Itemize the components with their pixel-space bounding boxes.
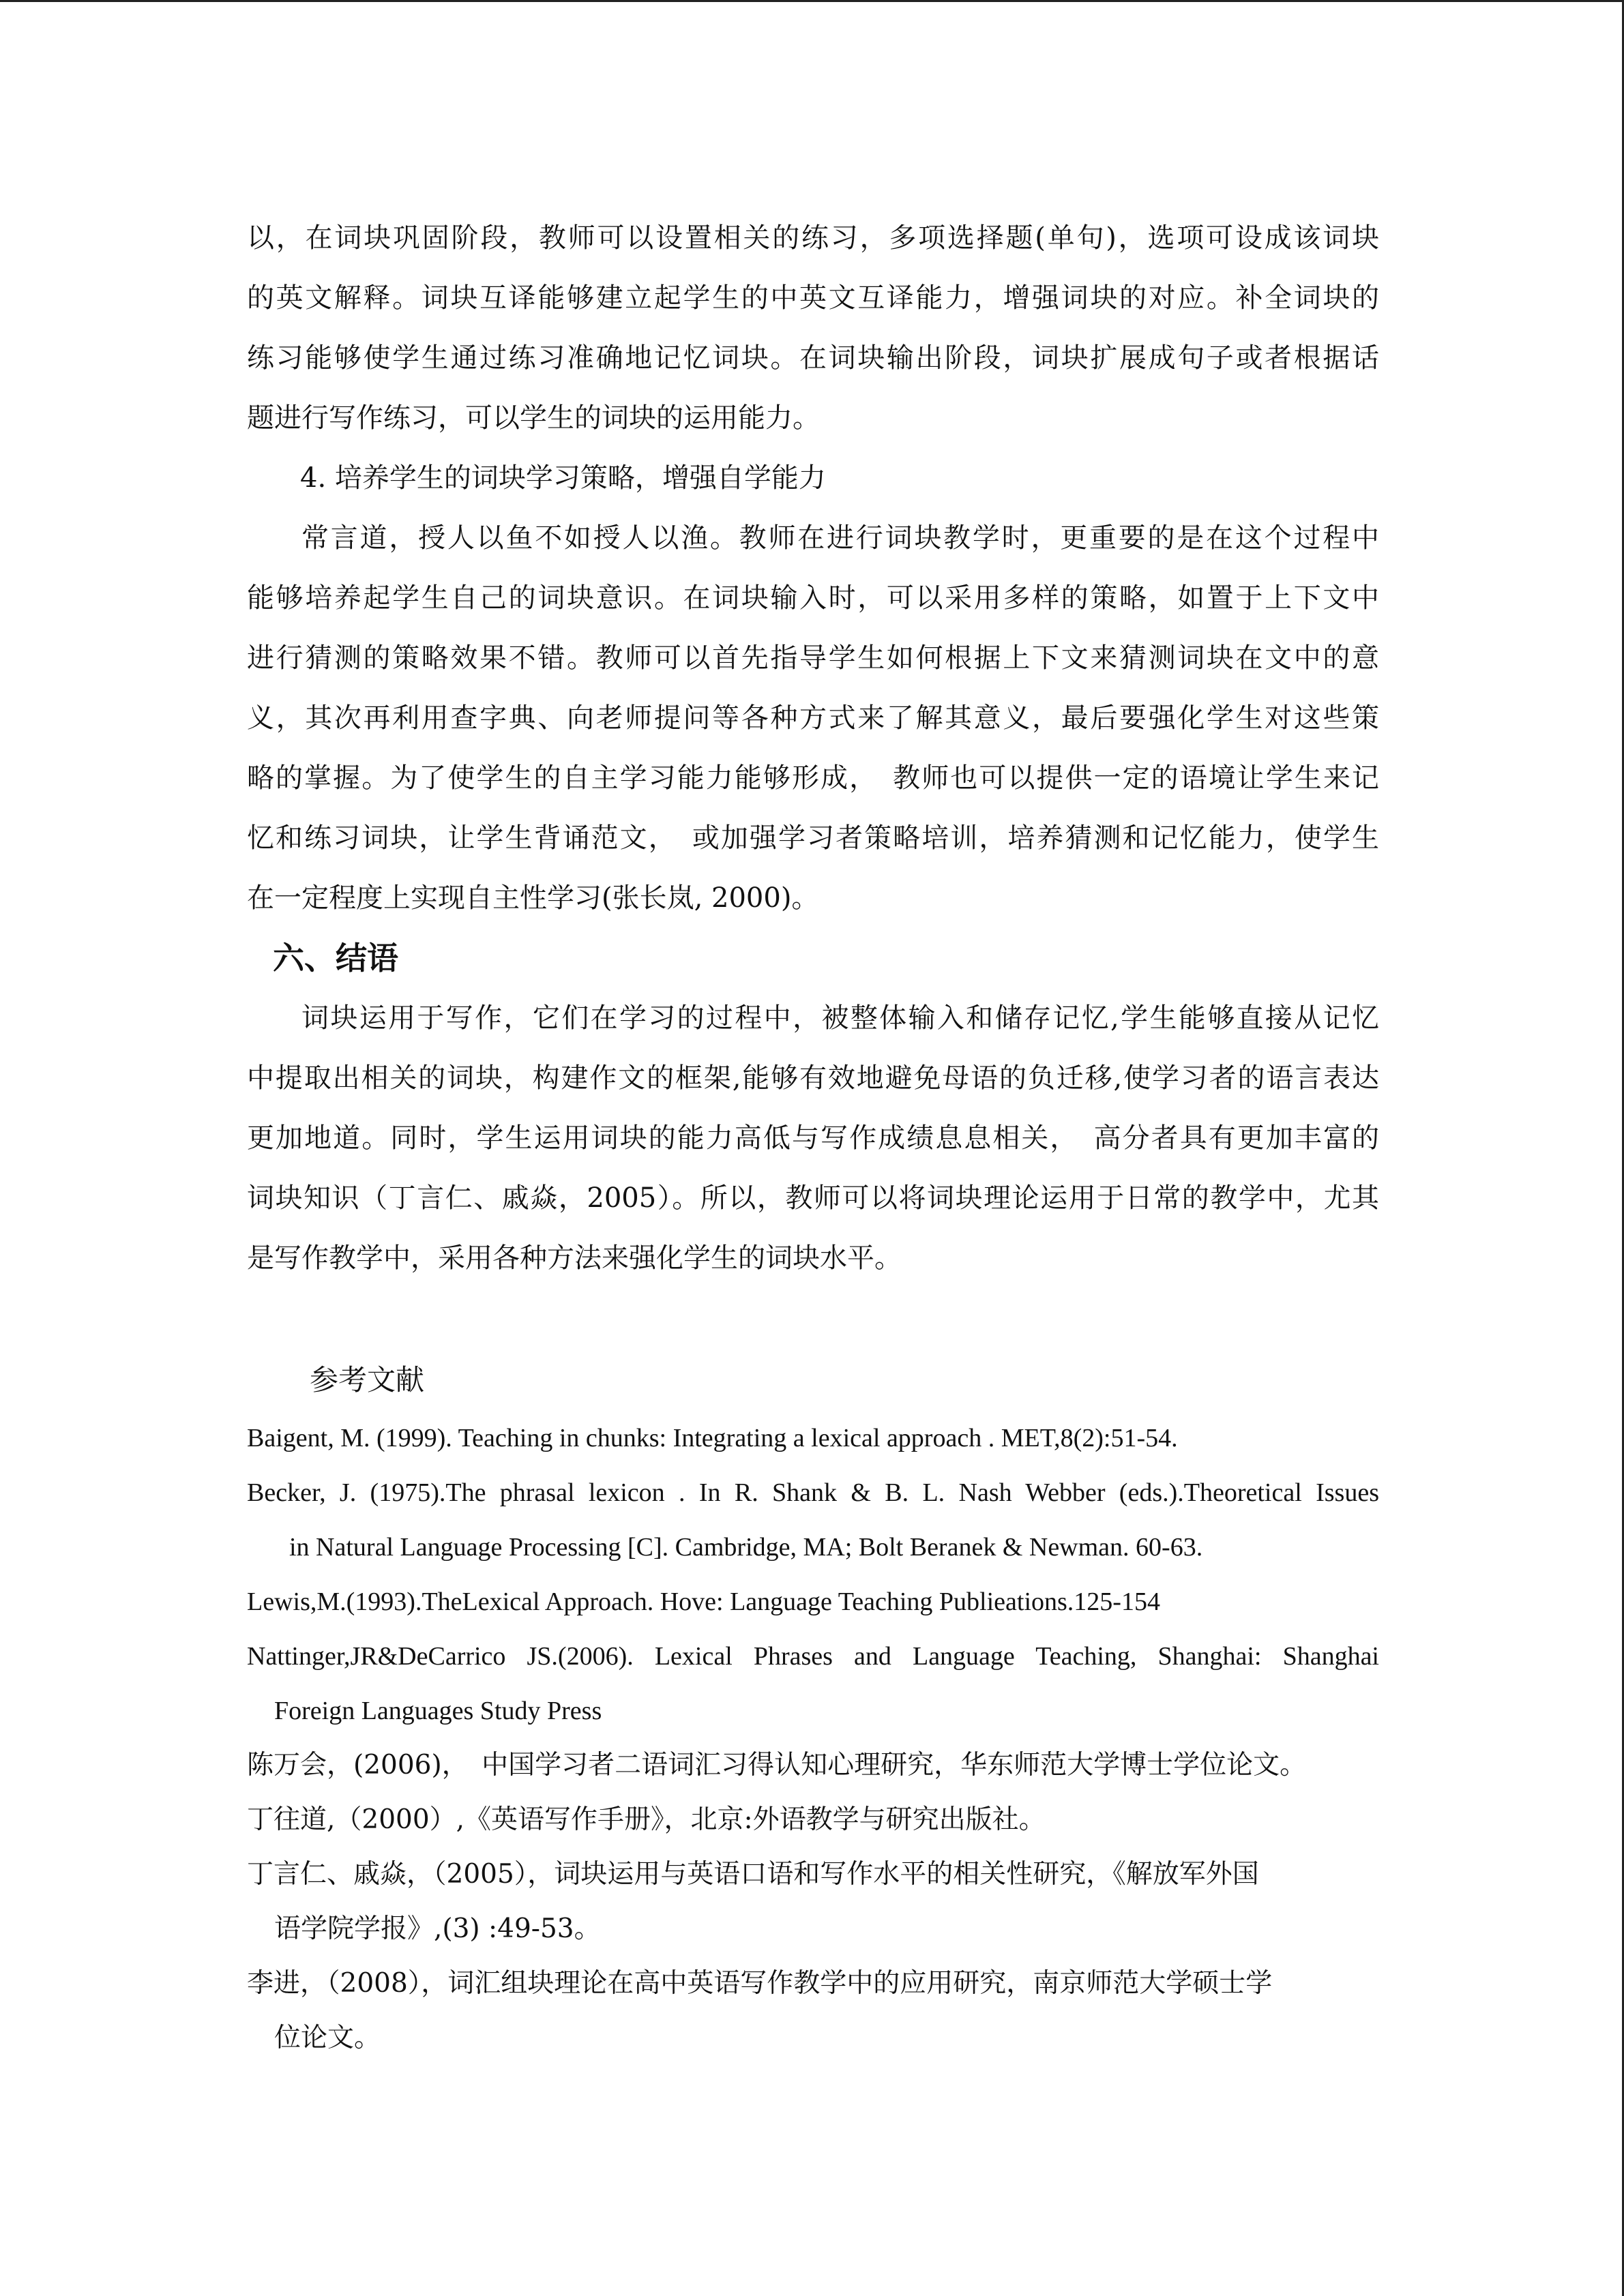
reference-item: 丁言仁、戚焱，（2005），词块运用与英语口语和写作水平的相关性研究，《解放军外国: [247, 1859, 1259, 1890]
reference-item: 李进，（2008），词汇组块理论在高中英语写作教学中的应用研究，南京师范大学硕士学: [247, 1968, 1273, 1999]
spacer: [247, 1288, 1379, 1350]
reference-item: Nattinger,JR&DeCarrico JS.(2006). Lexical Phrases and Language Teaching, Shanghai: Shanghai: [247, 1642, 1379, 1671]
references-list: [247, 1411, 1379, 2066]
text-line: 能够培养起学生自己的词块意识。在词块输入时，可以采用多样的策略，如置于上下文中: [247, 582, 1379, 614]
section-heading-conclusion: 六、结语: [273, 940, 398, 976]
text-line: 以，在词块巩固阶段，教师可以设置相关的练习，多项选择题(单句)，选项可设成该词块: [247, 222, 1379, 254]
paragraph-strategies: [247, 508, 1379, 928]
text-line: 在一定程度上实现自主性学习(张长岚, 2000)。: [247, 882, 819, 914]
text-line: 的英文解释。词块互译能够建立起学生的中英文互译能力，增强词块的对应。补全词块的: [247, 282, 1379, 314]
text-line: 更加地道。同时，学生运用词块的能力高低与写作成绩息息相关， 高分者具有更加丰富的: [247, 1122, 1379, 1154]
reference-continuation: Foreign Languages Study Press: [274, 1697, 602, 1725]
page-content: [247, 208, 1379, 2066]
text-line: 题进行写作练习，可以学生的词块的运用能力。: [247, 402, 820, 434]
reference-continuation: in Natural Language Processing [C]. Cambridge, MA; Bolt Beranek & Newman. 60-63.: [289, 1533, 1203, 1562]
subsection-heading: 4. 培养学生的词块学习策略，增强自学能力: [300, 462, 826, 494]
text-line: 是写作教学中，采用各种方法来强化学生的词块水平。: [247, 1242, 902, 1274]
text-line: 义，其次再利用查字典、向老师提问等各种方式来了解其意义，最后要强化学生对这些策: [247, 702, 1379, 734]
reference-continuation: 位论文。: [274, 2023, 381, 2053]
reference-item: Baigent, M. (1999). Teaching in chunks: Integrating a lexical approach . MET,8(2):51-54.: [247, 1424, 1178, 1452]
text-line: 略的掌握。为了使学生的自主学习能力能够形成， 教师也可以提供一定的语境让学生来记: [247, 762, 1379, 794]
text-line: 练习能够使学生通过练习准确地记忆词块。在词块输出阶段，词块扩展成句子或者根据话: [247, 342, 1379, 374]
reference-item: 丁往道,（2000）,《英语写作手册》，北京:外语教学与研究出版社。: [247, 1804, 1046, 1835]
text-line: 忆和练习词块，让学生背诵范文， 或加强学习者策略培训，培养猜测和记忆能力，使学生: [247, 822, 1379, 854]
references-title: 参考文献: [310, 1363, 425, 1397]
paragraph-exercises: [247, 208, 1379, 448]
reference-continuation: 语学院学报》,(3) :49-53。: [274, 1913, 601, 1944]
reference-item: Becker, J. (1975).The phrasal lexicon . In R. Shank & B. L. Nash Webber (eds.).Theoretical Issues: [247, 1478, 1379, 1507]
reference-item: Lewis,M.(1993).TheLexical Approach. Hove: Language Teaching Publieations.125-154: [247, 1587, 1160, 1616]
text-line: 中提取出相关的词块，构建作文的框架,能够有效地避免母语的负迁移,使学习者的语言表达: [247, 1062, 1379, 1094]
paragraph-conclusion: [247, 988, 1379, 1288]
text-line: 词块运用于写作，它们在学习的过程中，被整体输入和储存记忆,学生能够直接从记忆: [301, 1002, 1379, 1034]
text-line: 常言道，授人以鱼不如授人以渔。教师在进行词块教学时，更重要的是在这个过程中: [301, 522, 1379, 554]
text-line: 词块知识（丁言仁、戚焱，2005）。所以，教师可以将词块理论运用于日常的教学中，尤其: [247, 1182, 1379, 1214]
text-line: 进行猜测的策略效果不错。教师可以首先指导学生如何根据上下文来猜测词块在文中的意: [247, 642, 1379, 674]
reference-item: 陈万会，(2006)， 中国学习者二语词汇习得认知心理研究，华东师范大学博士学位论文。: [247, 1750, 1307, 1780]
